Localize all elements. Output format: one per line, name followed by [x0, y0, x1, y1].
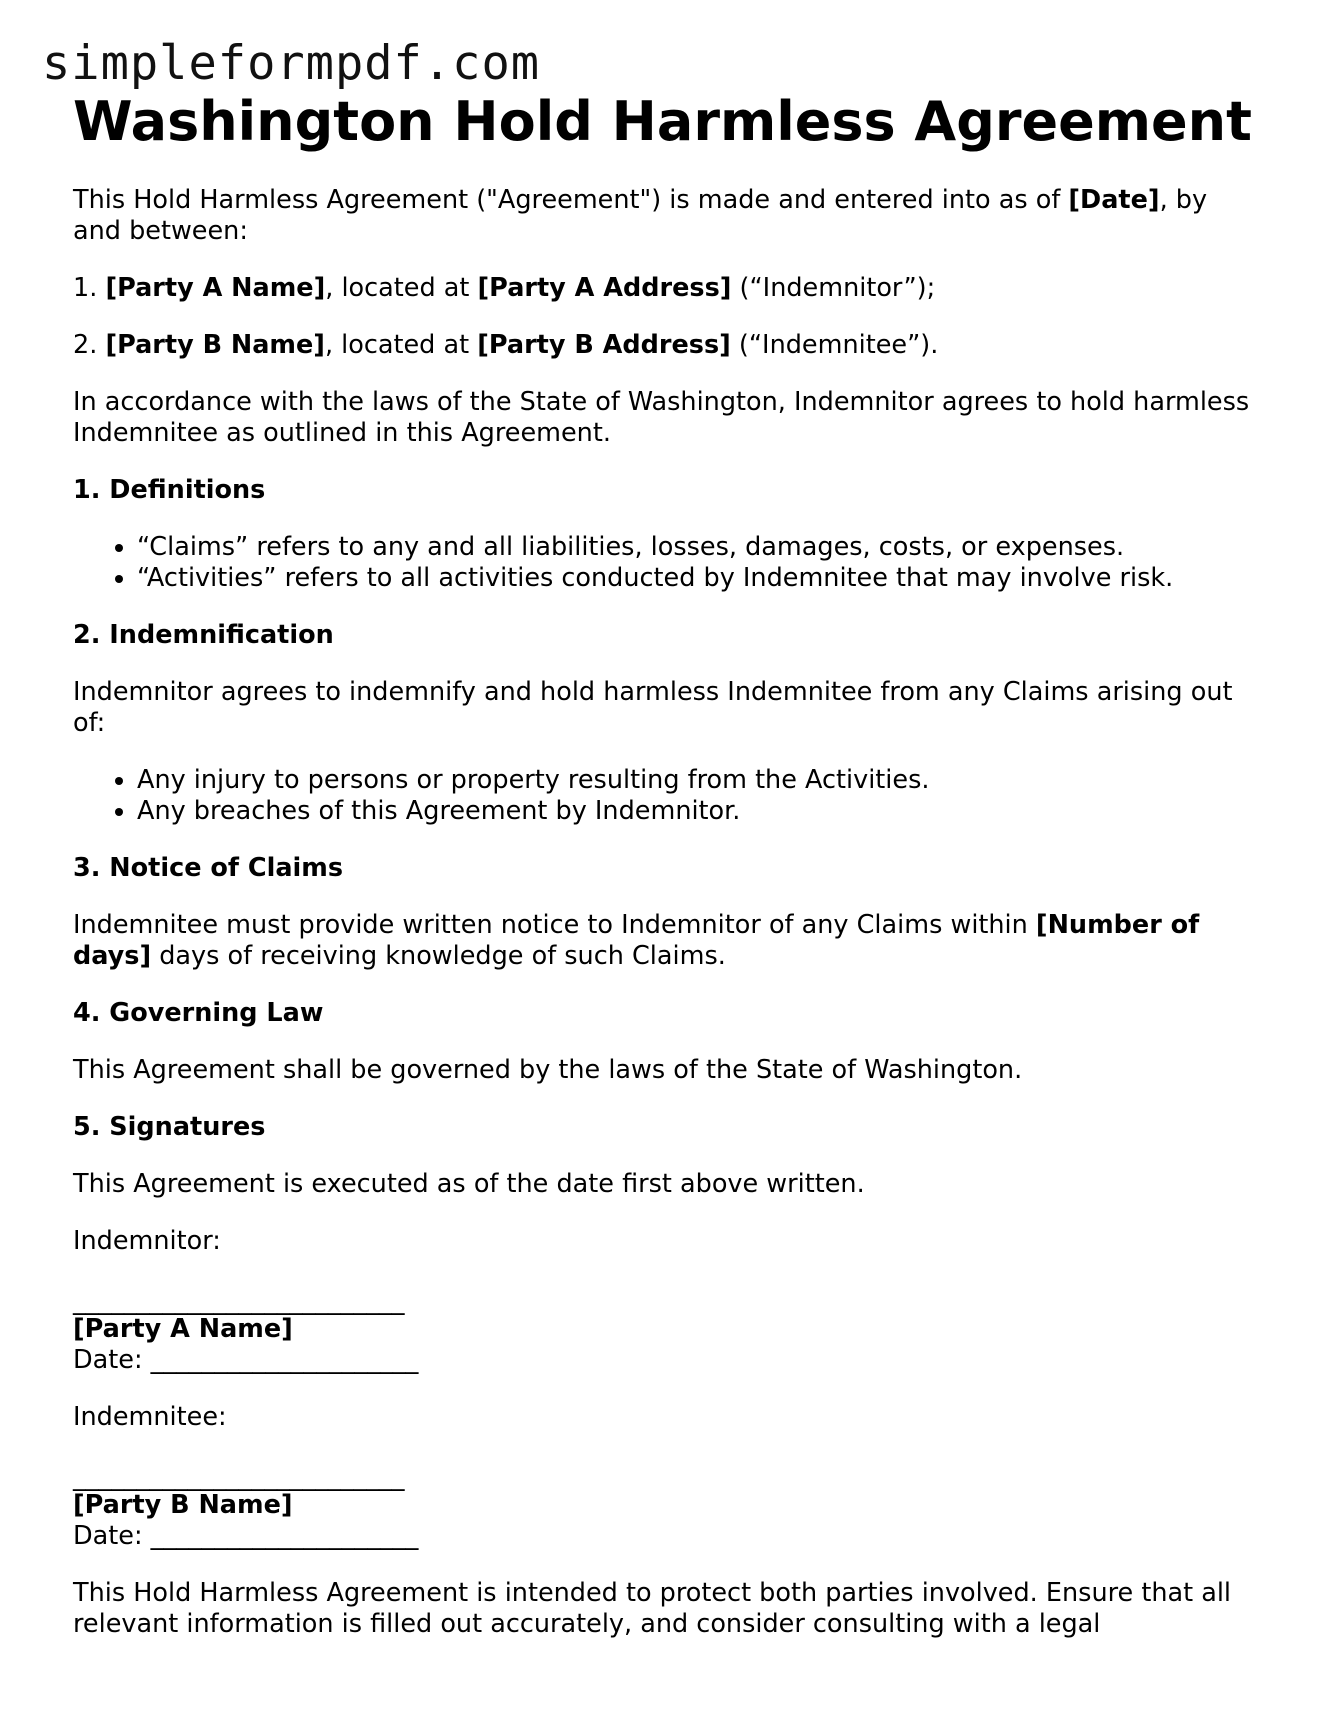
party-a-number: 1. [73, 273, 106, 304]
intro-text: This Hold Harmless Agreement ("Agreement") is made and entered into as of [73, 185, 1069, 216]
list-item: • Any breaches of this Agreement by Indemnitor. [137, 796, 1263, 827]
notice-paragraph [73, 910, 1263, 972]
governing-law-heading: 4. Governing Law [73, 998, 324, 1029]
indemnitee-name: [Party B Name] [73, 1490, 293, 1521]
accordance-paragraph: In accordance with the laws of the State of Washington, Indemnitor agrees to hold harmless Indemnitee as outlined in this Agreement. [73, 387, 1250, 449]
governing-law-paragraph: This Agreement shall be governed by the laws of the State of Washington. [73, 1055, 1023, 1086]
signatures-heading: 5. Signatures [73, 1112, 266, 1143]
indemnitor-signature-block [73, 1226, 1263, 1376]
notice-text-end: days of receiving knowledge of such Claims. [151, 941, 726, 972]
party-a-located: , located at [325, 273, 478, 304]
party-b-line [73, 330, 1263, 361]
indemnitee-date-line[interactable]: Date: _____________________ [73, 1521, 419, 1552]
intro-paragraph [73, 185, 1263, 247]
watermark: simpleformpdf.com [42, 36, 541, 91]
definitions-heading: 1. Definitions [73, 475, 266, 506]
party-b-name: [Party B Name] [105, 330, 325, 361]
list-item: • “Activities” refers to all activities conducted by Indemnitee that may involve risk. [137, 563, 1263, 594]
signatures-paragraph: This Agreement is executed as of the date first above written. [73, 1169, 865, 1200]
list-item: • “Claims” refers to any and all liabilities, losses, damages, costs, or expenses. [137, 532, 1263, 563]
intro-text-end: , by and between: [73, 185, 1208, 247]
party-a-role: (“Indemnitor”); [731, 273, 936, 304]
party-a-address: [Party A Address] [477, 273, 732, 304]
indemnification-list [73, 765, 1263, 827]
indemnification-paragraph: Indemnitor agrees to indemnify and hold harmless Indemnitee from any Claims arising out of: [73, 677, 1233, 739]
party-b-address: [Party B Address] [477, 330, 731, 361]
notice-text: Indemnitee must provide written notice to Indemnitor of any Claims within [73, 910, 1036, 941]
party-b-located: , located at [324, 330, 478, 361]
indemnitor-label: Indemnitor: [73, 1226, 221, 1257]
document-title: Washington Hold Harmless Agreement [73, 90, 1252, 153]
closing-paragraph: This Hold Harmless Agreement is intended to protect both parties involved. Ensure that all relevant information is filled out accurately, and consider consulting with a legal [73, 1578, 1232, 1640]
party-b-role: (“Indemnitee”). [730, 330, 939, 361]
party-a-line [73, 273, 1263, 304]
days-placeholder: [Number of days] [73, 910, 1200, 972]
indemnitor-name: [Party A Name] [73, 1314, 293, 1345]
indemnification-heading: 2. Indemnification [73, 620, 334, 651]
date-placeholder: [Date] [1068, 185, 1160, 216]
list-item: • Any injury to persons or property resulting from the Activities. [137, 765, 1263, 796]
indemnitor-signature-line[interactable]: __________________________ [73, 1286, 405, 1317]
indemnitee-signature-line[interactable]: __________________________ [73, 1462, 405, 1493]
party-a-name: [Party A Name] [105, 273, 326, 304]
definitions-list [73, 532, 1263, 594]
indemnitee-signature-block [73, 1402, 1263, 1552]
indemnitee-label: Indemnitee: [73, 1402, 227, 1433]
indemnitor-date-line[interactable]: Date: _____________________ [73, 1345, 419, 1376]
notice-heading: 3. Notice of Claims [73, 853, 344, 884]
document-page [73, 92, 1263, 1666]
party-b-number: 2. [73, 330, 106, 361]
